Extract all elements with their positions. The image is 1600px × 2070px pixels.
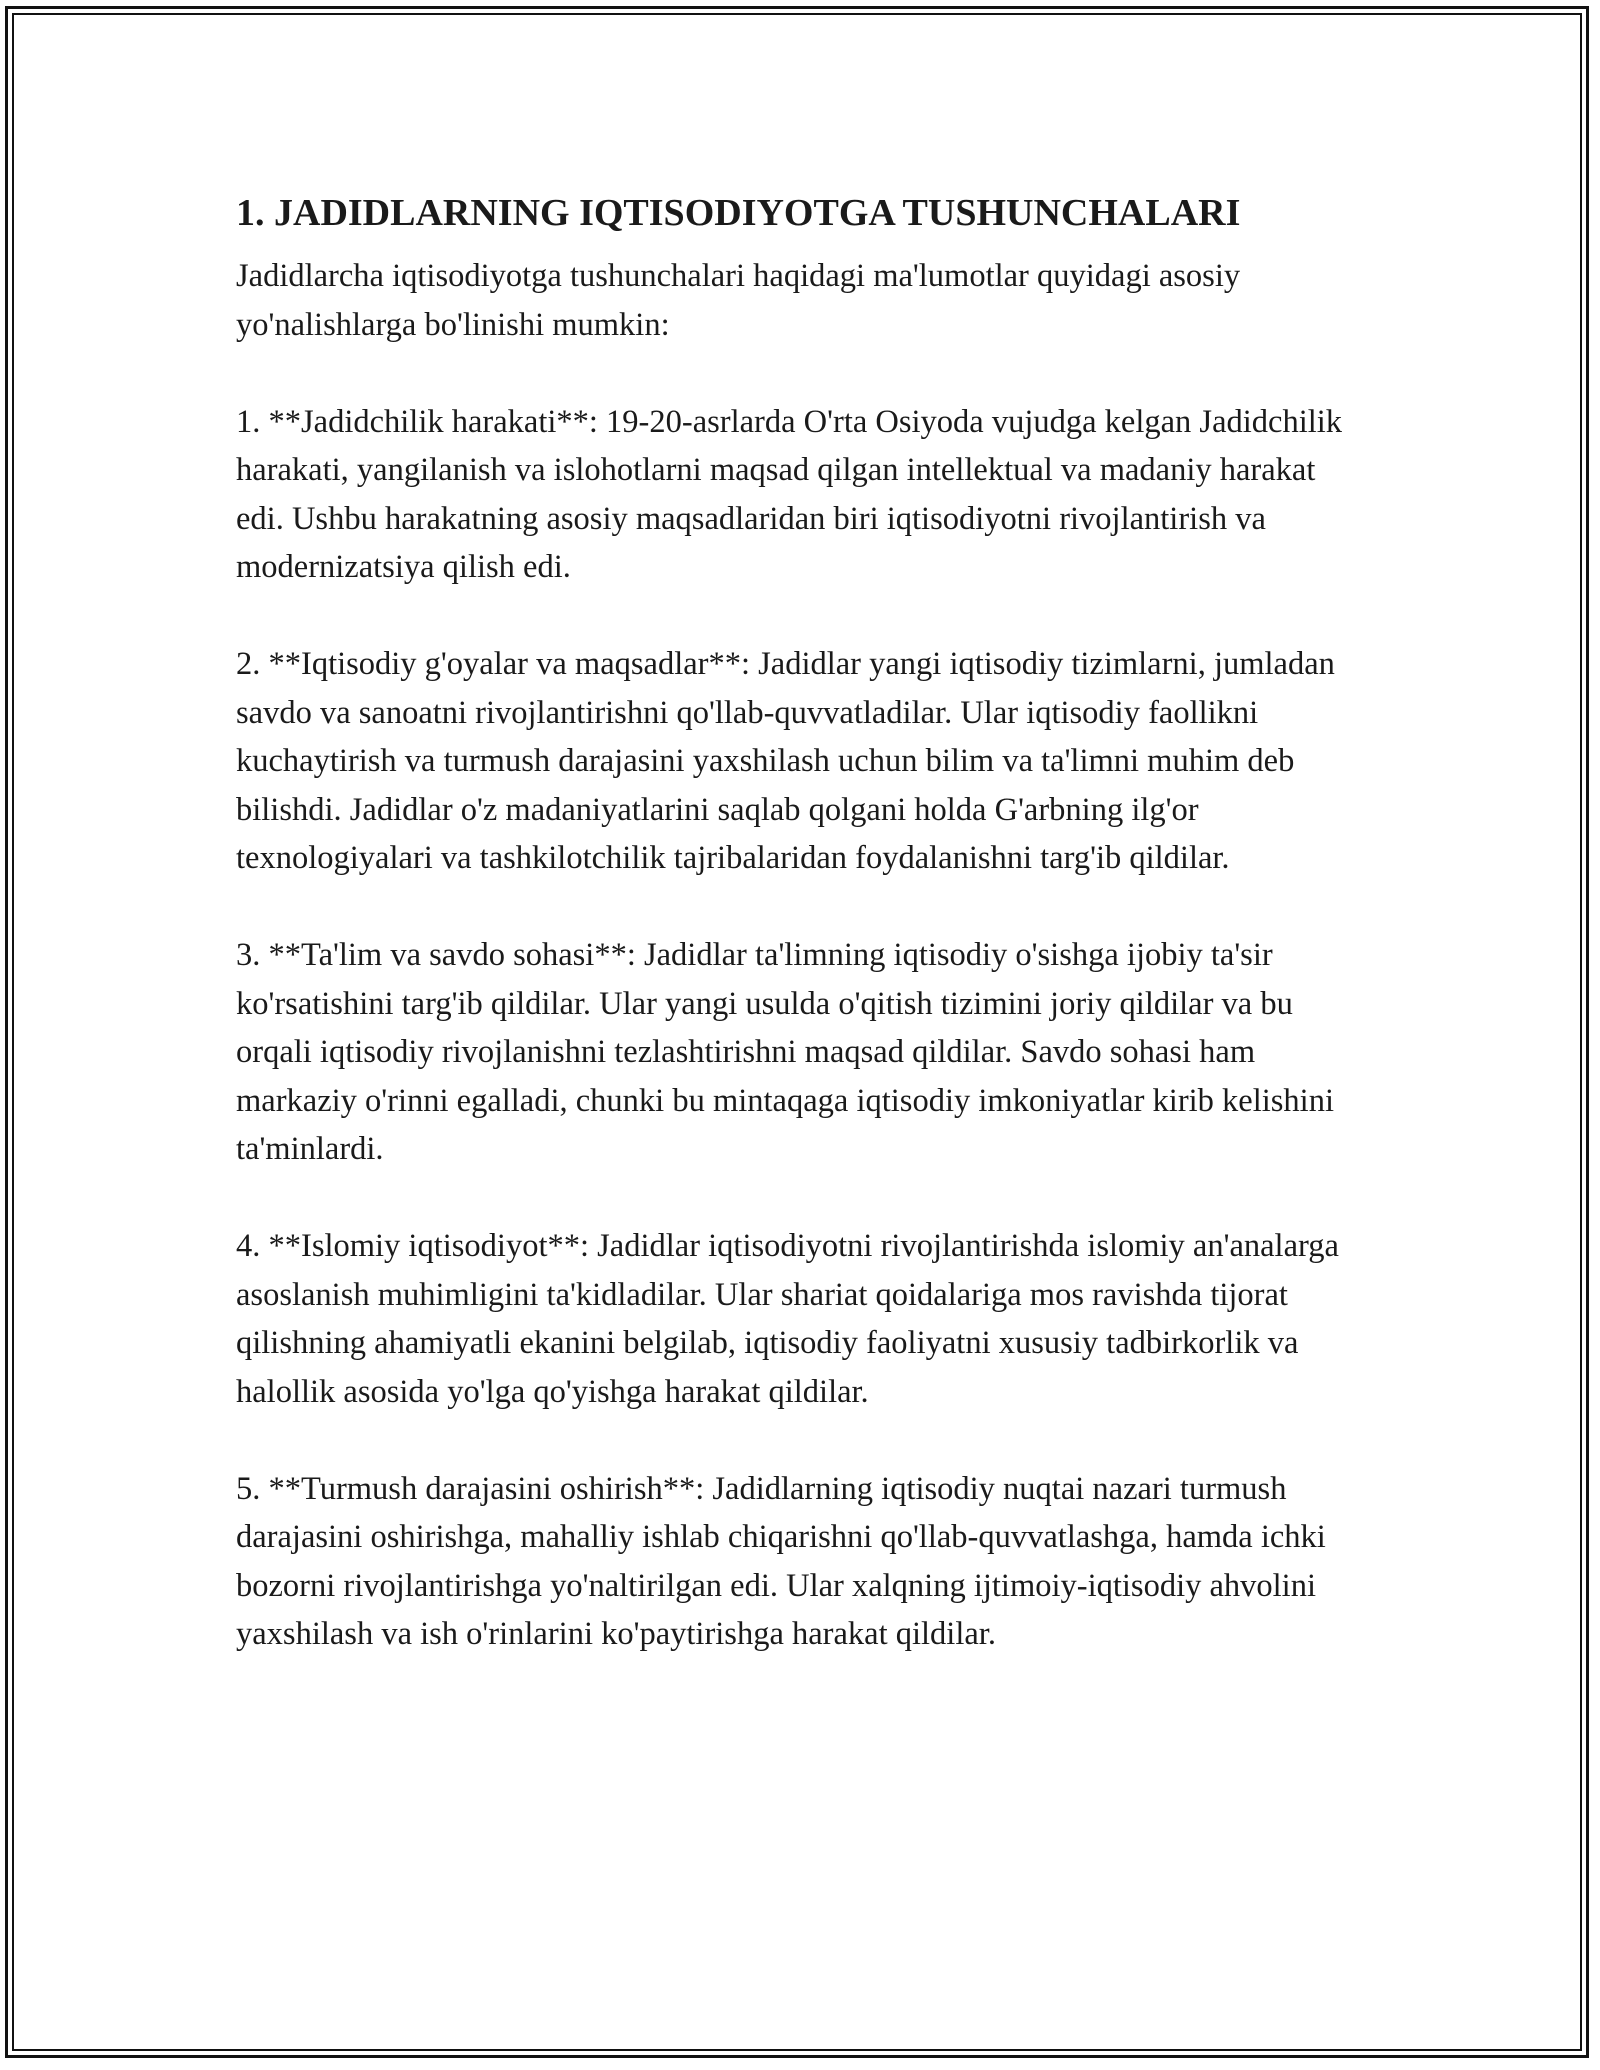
paragraph-turmush-darajasi: 5. **Turmush darajasini oshirish**: Jadidlarning iqtisodiy nuqtai nazari turmush darajasini oshirishga, mahalliy ishlab chiqarishni qo'llab-quvvatlashga, hamda ichki bozorni rivojlantirishga yo'naltirilgan edi. Ular xalqning ijtimoiy-iqtisodiy ahvolini yaxshilash va ish o'rinlarini ko'paytirishga harakat qildilar.: [236, 1470, 1326, 1652]
document-body: [236, 184, 1366, 1707]
document-title: 1. JADIDLARNING IQTISODIYOTGA TUSHUNCHALARI: [236, 192, 1241, 234]
paragraph-islomiy-iqtisodiyot: 4. **Islomiy iqtisodiyot**: Jadidlar iqtisodiyotni rivojlantirishda islomiy an'analarga asoslanish muhimligini ta'kidladilar. Ular shariat qoidalariga mos ravishda tijorat qilishning ahamiyatli ekanini belgilab, iqtisodiy faoliyatni xususiy tadbirkorlik va halollik asosida yo'lga qo'yishga harakat qildilar.: [236, 1228, 1339, 1410]
paragraph-talim-va-savdo: 3. **Ta'lim va savdo sohasi**: Jadidlar ta'limning iqtisodiy o'sishga ijobiy ta'sir ko'rsatishini targ'ib qildilar. Ular yangi usulda o'qitish tizimini joriy qildilar va bu orqali iqtisodiy rivojlanishni tezlashtirishni maqsad qildilar. Savdo sohasi ham markaziy o'rinni egalladi, chunki bu mintaqaga iqtisodiy imkoniyatlar kirib kelishini ta'minlardi.: [236, 937, 1334, 1167]
paragraph-iqtisodiy-goyalar: 2. **Iqtisodiy g'oyalar va maqsadlar**: Jadidlar yangi iqtisodiy tizimlarni, jumladan savdo va sanoatni rivojlantirishni qo'llab-quvvatladilar. Ular iqtisodiy faollikni kuchaytirish va turmush darajasini yaxshilash uchun bilim va ta'limni muhim deb bilishdi. Jadidlar o'z madaniyatlarini saqlab qolgani holda G'arbning ilg'or texnologiyalari va tashkilotchilik tajribalaridan foydalanishni targ'ib qildilar.: [236, 646, 1335, 876]
paragraph-jadidchilik-harakati: 1. **Jadidchilik harakati**: 19-20-asrlarda O'rta Osiyoda vujudga kelgan Jadidchilik harakati, yangilanish va islohotlarni maqsad qilgan intellektual va madaniy harakat edi. Ushbu harakatning asosiy maqsadlaridan biri iqtisodiyotni rivojlantirish va modernizatsiya qilish edi.: [236, 403, 1343, 585]
intro-paragraph: Jadidlarcha iqtisodiyotga tushunchalari haqidagi ma'lumotlar quyidagi asosiy yo'nalishlarga bo'linishi mumkin:: [236, 258, 1241, 343]
